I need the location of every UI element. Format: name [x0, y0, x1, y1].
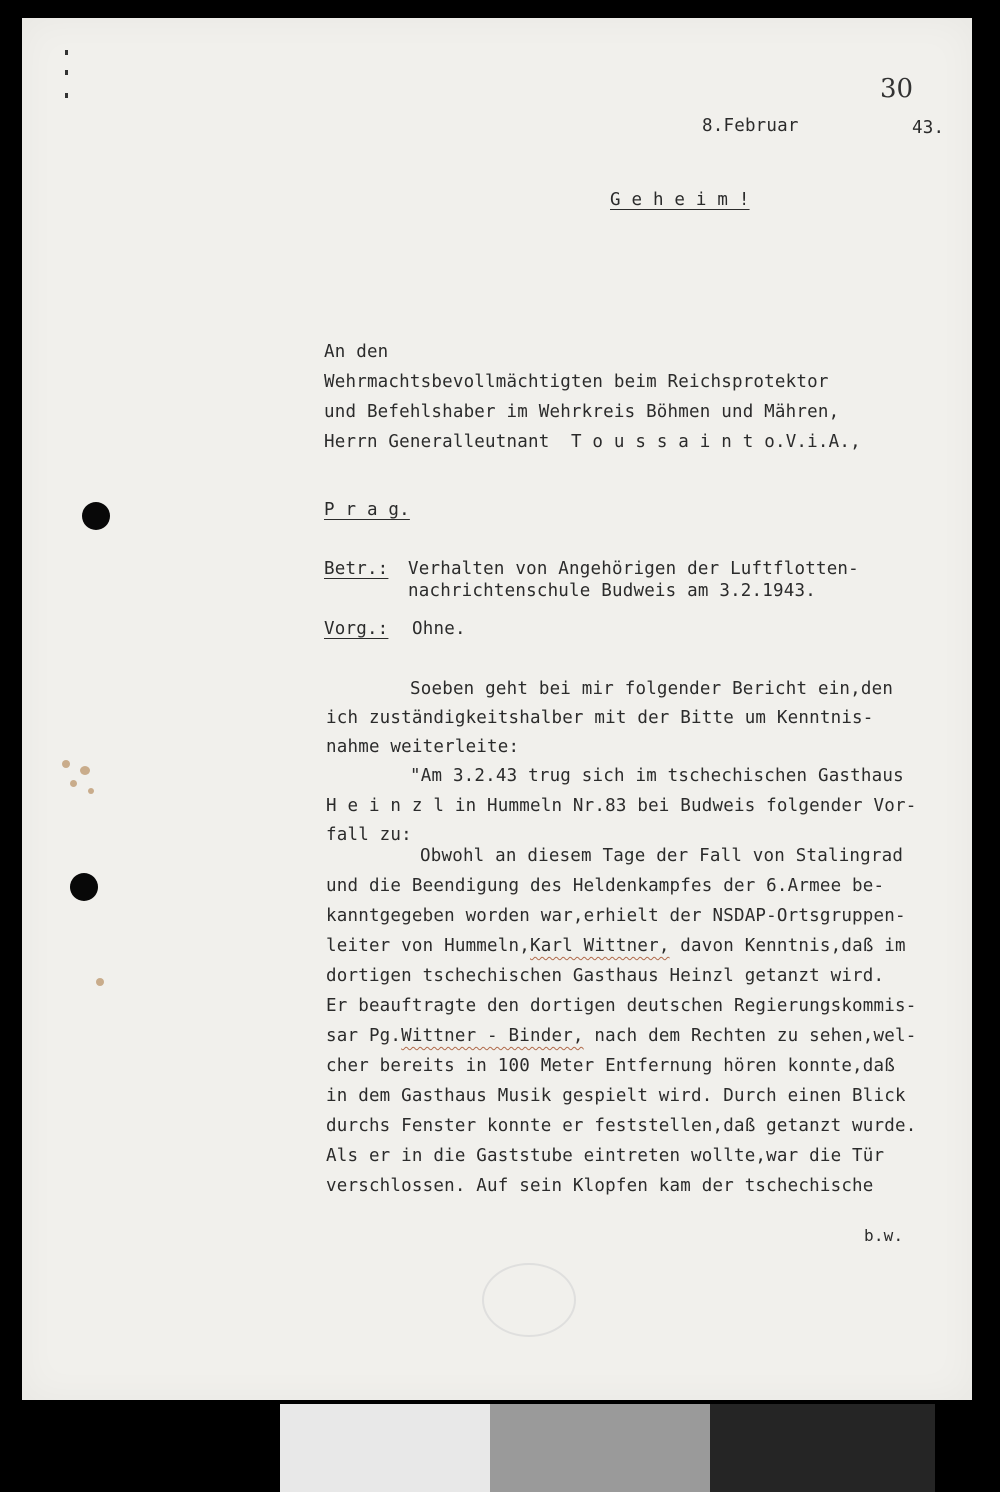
- color-calibration-dark: [710, 1404, 935, 1492]
- margin-mark: [65, 70, 68, 75]
- turn-over-note: b.w.: [864, 1226, 904, 1245]
- body-p1-line-3: nahme weiterleite:: [326, 737, 520, 757]
- underlined-name: Wittner - Binder,: [401, 1026, 584, 1046]
- body-p1-line-2: ich zuständigkeitshalber mit der Bitte um Kenntnis-: [326, 708, 874, 728]
- punch-hole: [82, 502, 110, 530]
- body-q2-line-6: Er beauftragte den dortigen deutschen Regierungskommis-: [326, 996, 917, 1016]
- body-q2-line-2: und die Beendigung des Heldenkampfes der 6.Armee be-: [326, 876, 885, 896]
- reference-label: Vorg.:: [324, 619, 389, 639]
- margin-mark: [65, 50, 68, 55]
- color-calibration-white: [280, 1404, 490, 1492]
- address-line-4: [324, 434, 861, 452]
- address-line-1: An den: [324, 342, 389, 362]
- rust-stain: [88, 788, 94, 794]
- address-rank: Herrn Generalleutnant: [324, 432, 550, 452]
- body-text-fragment: sar Pg.: [326, 1026, 402, 1046]
- body-q2-line-8: cher bereits in 100 Meter Entfernung hören konnte,daß: [326, 1056, 896, 1076]
- rust-stain: [70, 780, 77, 787]
- rust-stain: [80, 766, 90, 775]
- folio-number: 30: [880, 74, 914, 104]
- classification-heading: G e h e i m !: [610, 190, 750, 210]
- address-line-2: Wehrmachtsbevollmächtigten beim Reichsprotektor: [324, 372, 829, 392]
- body-q2-line-12: verschlossen. Auf sein Klopfen kam der tschechische: [326, 1176, 874, 1196]
- subject-label: Betr.:: [324, 559, 389, 579]
- rust-stain: [62, 760, 70, 768]
- body-q2-line-1: Obwohl an diesem Tage der Fall von Stalingrad: [420, 846, 904, 866]
- body-text-fragment: nach dem Rechten zu sehen,wel-: [583, 1026, 917, 1046]
- rust-stain: [96, 978, 104, 986]
- body-q1-line-3: fall zu:: [326, 825, 412, 845]
- color-calibration-grey: [490, 1404, 710, 1492]
- date-day-month: 8.Februar: [702, 116, 799, 136]
- body-q1-line-1: "Am 3.2.43 trug sich im tschechischen Gasthaus: [410, 766, 904, 786]
- body-q2-line-10: durchs Fenster konnte er feststellen,daß getanzt wurde.: [326, 1116, 917, 1136]
- body-p1-line-1: Soeben geht bei mir folgender Bericht ein,den: [410, 679, 894, 699]
- body-text-fragment: davon Kenntnis,daß im: [669, 936, 906, 956]
- body-q1-line-2: H e i n z l in Hummeln Nr.83 bei Budweis folgender Vor-: [326, 796, 917, 816]
- document-page: [22, 18, 972, 1400]
- date-year: 43.: [912, 118, 945, 138]
- body-q2-line-3: kanntgegeben worden war,erhielt der NSDAP-Ortsgruppen-: [326, 906, 906, 926]
- body-q2-line-4: [326, 938, 906, 956]
- address-suffix: o.V.i.A.,: [764, 432, 861, 452]
- subject-line-1: Verhalten von Angehörigen der Luftflotten-: [408, 559, 859, 579]
- body-q2-line-5: dortigen tschechischen Gasthaus Heinzl getanzt wird.: [326, 966, 885, 986]
- address-line-3: und Befehlshaber im Wehrkreis Böhmen und Mähren,: [324, 402, 840, 422]
- margin-mark: [65, 93, 68, 98]
- underlined-name: Karl Wittner,: [529, 936, 670, 956]
- body-q2-line-9: in dem Gasthaus Musik gespielt wird. Durch einen Blick: [326, 1086, 906, 1106]
- body-q2-line-11: Als er in die Gaststube eintreten wollte,war die Tür: [326, 1146, 885, 1166]
- body-q2-line-7: [326, 1028, 916, 1046]
- reference-value: Ohne.: [412, 619, 466, 639]
- faint-stamp: [482, 1263, 576, 1337]
- address-name: T o u s s a i n t: [570, 432, 754, 452]
- body-text-fragment: leiter von Hummeln,: [326, 936, 530, 956]
- address-city: P r a g.: [324, 500, 410, 520]
- punch-hole: [70, 873, 98, 901]
- subject-line-2: nachrichtenschule Budweis am 3.2.1943.: [408, 581, 816, 601]
